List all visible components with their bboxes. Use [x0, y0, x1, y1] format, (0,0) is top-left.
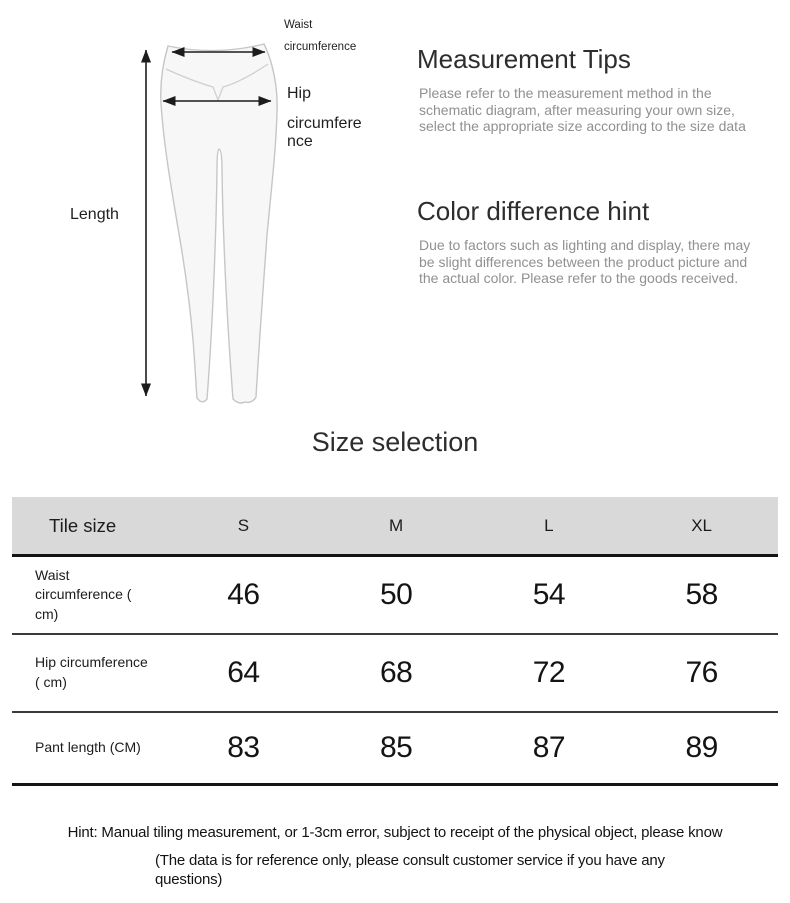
- cell-value: 46: [227, 578, 260, 611]
- cell-value: 83: [227, 731, 260, 764]
- cell-value: 58: [685, 578, 718, 611]
- table-row-pant-length: [12, 713, 778, 786]
- color-difference-body: Due to factors such as lighting and display, there may be slight differences between the product picture and the actual color. Please refer to the goods received.: [419, 237, 751, 287]
- cell-value: 54: [532, 578, 566, 611]
- size-selection-title: Size selection: [311, 427, 479, 457]
- measurement-hint-text: Hint: Manual tiling measurement, or 1-3cm error, subject to receipt of the physical object, please know: [67, 824, 723, 841]
- cell-value: 64: [227, 656, 260, 689]
- hip-label-word: Hip: [287, 85, 312, 102]
- cell-value: 50: [379, 578, 413, 611]
- reference-note-text: (The data is for reference only, please consult customer service if you have any questions): [155, 852, 665, 888]
- table-row-waist: [12, 557, 778, 635]
- cell-value: 68: [379, 656, 413, 689]
- hip-label-word2: circumference: [287, 115, 362, 151]
- hip-circumference-label: [287, 85, 369, 152]
- size-table-header-row: [12, 497, 778, 557]
- cell-value: 87: [532, 731, 566, 764]
- cell-value: 85: [379, 731, 413, 764]
- size-table: [12, 497, 778, 786]
- measurement-tips-title: Measurement Tips: [417, 44, 631, 74]
- table-row-hip: [12, 635, 778, 713]
- header-cell-m: M: [389, 515, 404, 535]
- row-label: Hip circumference ( cm): [35, 654, 148, 690]
- row-label: Pant length (CM): [35, 739, 141, 756]
- header-cell-l: L: [544, 515, 554, 535]
- cell-value: 76: [685, 656, 718, 689]
- row-label: Waist circumference ( cm): [35, 566, 132, 622]
- cell-value: 89: [685, 731, 718, 764]
- header-cell-tile-size: Tile size: [49, 514, 117, 536]
- cell-value: 72: [532, 656, 566, 689]
- waist-circumference-label: [284, 19, 360, 54]
- measurement-tips-section: [417, 44, 765, 135]
- header-cell-xl: XL: [691, 515, 713, 535]
- length-label: Length: [70, 206, 119, 223]
- waist-label-word: Waist: [284, 19, 313, 31]
- color-difference-title: Color difference hint: [417, 196, 650, 226]
- waist-label-word2: circumference: [284, 41, 357, 53]
- pants-measurement-diagram: [0, 0, 420, 440]
- color-difference-section: [417, 196, 765, 287]
- header-cell-s: S: [237, 515, 250, 535]
- measurement-tips-body: Please refer to the measurement method in the schematic diagram, after measuring your own size, select the appropriate size according to the size data: [419, 85, 746, 135]
